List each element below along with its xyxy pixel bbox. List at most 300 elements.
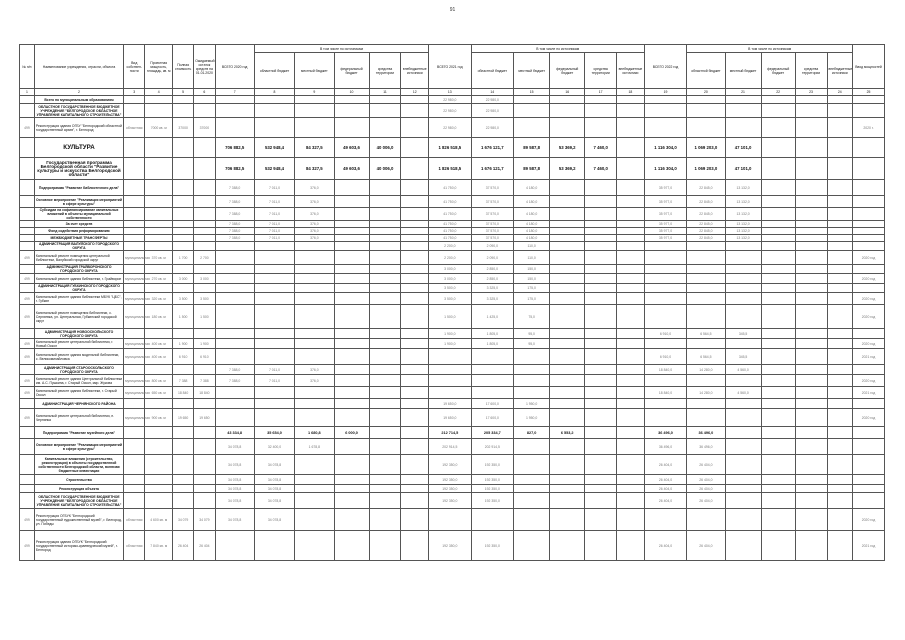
row-value-cell: 7 388,0 xyxy=(215,235,254,242)
row-value-cell xyxy=(369,104,401,118)
row-value-cell xyxy=(334,375,369,387)
row-number-cell xyxy=(20,427,35,439)
row-value-cell xyxy=(761,96,795,104)
row-value-cell: 18 840 xyxy=(194,387,215,399)
row-value-cell xyxy=(145,399,173,409)
header-kind: Вид собствен-ности xyxy=(124,45,145,89)
row-value-cell xyxy=(795,158,827,180)
row-value-cell xyxy=(853,485,885,493)
row-value-cell: 37000 xyxy=(173,118,194,138)
row-value-cell xyxy=(334,235,369,242)
table-row xyxy=(20,158,885,180)
row-value-cell xyxy=(215,265,254,274)
row-value-cell xyxy=(644,399,687,409)
row-value-cell: 192 350,0 xyxy=(471,531,514,561)
row-value-cell xyxy=(617,274,645,284)
row-value-cell: 22 845,0 xyxy=(687,221,725,228)
row-value-cell xyxy=(853,196,885,208)
row-value-cell xyxy=(617,96,645,104)
row-value-cell: 22 980,0 xyxy=(429,118,472,138)
row-value-cell xyxy=(124,242,145,251)
column-number: 12 xyxy=(401,89,429,96)
column-number: 18 xyxy=(617,89,645,96)
row-value-cell: 6 910,0 xyxy=(644,329,687,339)
row-number-cell: 499 xyxy=(20,509,35,531)
row-value-cell: областная xyxy=(124,118,145,138)
row-name-cell: Капитальный ремонт центральной библиотеки, г. Новый Оскол xyxy=(34,339,123,349)
row-value-cell xyxy=(617,387,645,399)
row-value-cell xyxy=(401,409,429,427)
row-value-cell: 47 101,0 xyxy=(725,158,761,180)
row-value-cell xyxy=(215,118,254,138)
table-row xyxy=(20,235,885,242)
row-number-cell xyxy=(20,208,35,221)
row-value-cell xyxy=(334,274,369,284)
row-value-cell: 4 180,0 xyxy=(514,235,550,242)
row-value-cell xyxy=(853,208,885,221)
row-value-cell xyxy=(644,293,687,305)
row-value-cell xyxy=(617,180,645,196)
row-value-cell xyxy=(401,475,429,485)
row-value-cell xyxy=(853,284,885,293)
row-value-cell: областная xyxy=(124,509,145,531)
row-value-cell: 2020 год xyxy=(853,274,885,284)
row-value-cell xyxy=(617,439,645,455)
row-value-cell: 110,0 xyxy=(514,251,550,265)
row-value-cell xyxy=(617,284,645,293)
row-value-cell xyxy=(761,284,795,293)
row-value-cell xyxy=(173,138,194,158)
row-value-cell: 1 900 xyxy=(194,339,215,349)
row-value-cell xyxy=(585,485,617,493)
row-value-cell xyxy=(644,265,687,274)
row-value-cell xyxy=(254,329,294,339)
row-value-cell xyxy=(429,387,472,399)
row-name-cell: Субсидии на софинансирование капитальных вложений в объекты муниципальной собственности xyxy=(34,208,123,221)
row-value-cell xyxy=(401,228,429,235)
investment-table-sheet xyxy=(19,44,885,561)
row-value-cell: 3 000 xyxy=(194,274,215,284)
row-value-cell xyxy=(145,427,173,439)
row-value-cell: 13 132,0 xyxy=(725,235,761,242)
row-value-cell xyxy=(795,235,827,242)
row-value-cell: 110,0 xyxy=(514,242,550,251)
table-row xyxy=(20,118,885,138)
row-value-cell xyxy=(827,409,853,427)
row-value-cell xyxy=(124,96,145,104)
table-row xyxy=(20,180,885,196)
row-value-cell xyxy=(215,104,254,118)
row-value-cell xyxy=(617,118,645,138)
table-row xyxy=(20,455,885,475)
row-value-cell xyxy=(173,284,194,293)
row-value-cell: 34 078,8 xyxy=(215,439,254,455)
row-value-cell xyxy=(761,118,795,138)
row-value-cell: 7 388,0 xyxy=(215,208,254,221)
row-value-cell: областная xyxy=(124,531,145,561)
row-value-cell: муниципальная xyxy=(124,293,145,305)
row-value-cell xyxy=(795,439,827,455)
row-value-cell: 706 882,5 xyxy=(215,158,254,180)
row-value-cell xyxy=(550,265,585,274)
row-name-cell: Всего по муниципальным образованиям xyxy=(34,96,123,104)
row-value-cell: 34 078,8 xyxy=(254,455,294,475)
row-value-cell xyxy=(334,439,369,455)
row-value-cell: 1 069 203,0 xyxy=(687,158,725,180)
row-value-cell: 7 388,0 xyxy=(215,221,254,228)
row-name-cell: Подпрограмма "Развитие музейного дела" xyxy=(34,427,123,439)
row-value-cell: 3 325,0 xyxy=(471,284,514,293)
row-value-cell xyxy=(514,349,550,365)
row-value-cell xyxy=(124,208,145,221)
row-value-cell xyxy=(644,509,687,531)
row-value-cell xyxy=(334,251,369,265)
row-value-cell xyxy=(585,427,617,439)
row-value-cell xyxy=(401,365,429,375)
row-value-cell xyxy=(617,242,645,251)
row-value-cell xyxy=(827,96,853,104)
row-name-cell: Капитальный ремонт здания библиотеки МБУК "ЦБС", г. Губкин xyxy=(34,293,123,305)
row-value-cell: 345,5 xyxy=(725,329,761,339)
row-value-cell: 89 587,8 xyxy=(514,158,550,180)
row-value-cell xyxy=(795,305,827,329)
row-value-cell xyxy=(761,439,795,455)
row-value-cell xyxy=(334,104,369,118)
row-value-cell xyxy=(761,409,795,427)
row-value-cell: 1 425,0 xyxy=(471,305,514,329)
row-value-cell xyxy=(401,455,429,475)
row-value-cell xyxy=(145,265,173,274)
row-value-cell: 4 180,0 xyxy=(514,196,550,208)
row-value-cell xyxy=(334,329,369,339)
row-value-cell xyxy=(254,399,294,409)
row-value-cell xyxy=(617,409,645,427)
row-value-cell: 7 388 xyxy=(173,375,194,387)
row-value-cell: 26 404,0 xyxy=(687,531,725,561)
row-value-cell xyxy=(369,329,401,339)
row-value-cell: 34 078,8 xyxy=(215,475,254,485)
row-value-cell xyxy=(369,399,401,409)
row-value-cell xyxy=(795,138,827,158)
row-value-cell xyxy=(173,427,194,439)
row-value-cell: 35 977,0 xyxy=(644,235,687,242)
row-value-cell: муниципальная xyxy=(124,349,145,365)
row-value-cell xyxy=(644,251,687,265)
row-value-cell: 376,0 xyxy=(295,180,334,196)
row-value-cell xyxy=(145,96,173,104)
row-value-cell: 17 600,0 xyxy=(471,399,514,409)
row-value-cell xyxy=(795,455,827,475)
row-value-cell xyxy=(795,242,827,251)
row-value-cell xyxy=(173,439,194,455)
row-value-cell xyxy=(550,339,585,349)
row-value-cell xyxy=(194,196,215,208)
header-no: № п/п xyxy=(20,45,35,89)
row-number-cell: 499 xyxy=(20,274,35,284)
table-row xyxy=(20,509,885,531)
row-value-cell: 1 805,0 xyxy=(471,329,514,339)
row-value-cell xyxy=(644,409,687,427)
row-value-cell: 532 948,4 xyxy=(254,158,294,180)
column-number: 3 xyxy=(124,89,145,96)
row-value-cell xyxy=(194,455,215,475)
row-value-cell xyxy=(369,293,401,305)
row-value-cell xyxy=(644,375,687,387)
table-row xyxy=(20,284,885,293)
row-value-cell xyxy=(617,365,645,375)
row-value-cell xyxy=(550,485,585,493)
row-value-cell xyxy=(124,265,145,274)
row-value-cell xyxy=(585,531,617,561)
row-value-cell xyxy=(827,485,853,493)
row-value-cell: 75,0 xyxy=(514,305,550,329)
row-value-cell xyxy=(617,228,645,235)
row-value-cell xyxy=(550,509,585,531)
row-value-cell xyxy=(687,399,725,409)
row-value-cell xyxy=(194,104,215,118)
row-value-cell: 1 700 xyxy=(173,251,194,265)
row-value-cell xyxy=(254,96,294,104)
row-value-cell xyxy=(827,339,853,349)
row-value-cell: 26 404,0 xyxy=(644,455,687,475)
row-value-cell xyxy=(795,274,827,284)
row-value-cell xyxy=(295,409,334,427)
row-value-cell: 35 977,0 xyxy=(644,208,687,221)
header-regional: областной бюджет xyxy=(254,53,294,89)
row-value-cell: 1 680,8 xyxy=(295,427,334,439)
row-value-cell xyxy=(827,439,853,455)
row-value-cell: 1 900,0 xyxy=(429,339,472,349)
row-value-cell xyxy=(853,365,885,375)
row-value-cell: 827,0 xyxy=(514,427,550,439)
row-value-cell xyxy=(254,349,294,365)
row-value-cell: 7 460,0 xyxy=(585,138,617,158)
row-value-cell: 376,0 xyxy=(295,196,334,208)
row-value-cell: 7 011,0 xyxy=(254,375,294,387)
row-value-cell: 376,0 xyxy=(295,221,334,228)
row-value-cell xyxy=(853,427,885,439)
row-value-cell: 41 750,0 xyxy=(429,228,472,235)
row-value-cell xyxy=(401,118,429,138)
header-offbudget: внебюджетные источники xyxy=(617,53,645,89)
row-value-cell: 19 650,0 xyxy=(429,409,472,427)
row-value-cell: 2 200,0 xyxy=(429,251,472,265)
row-number-cell: 499 xyxy=(20,305,35,329)
row-value-cell xyxy=(401,274,429,284)
row-value-cell xyxy=(853,235,885,242)
row-value-cell xyxy=(173,399,194,409)
row-value-cell: 4 180,0 xyxy=(514,180,550,196)
row-value-cell xyxy=(124,485,145,493)
row-value-cell xyxy=(295,265,334,274)
row-value-cell: 3 500 xyxy=(194,293,215,305)
row-value-cell xyxy=(761,427,795,439)
row-value-cell xyxy=(585,251,617,265)
row-value-cell xyxy=(853,96,885,104)
row-value-cell xyxy=(334,485,369,493)
row-value-cell xyxy=(617,427,645,439)
table-row xyxy=(20,375,885,387)
row-value-cell xyxy=(194,180,215,196)
row-value-cell xyxy=(295,305,334,329)
row-value-cell xyxy=(585,349,617,365)
row-value-cell xyxy=(173,208,194,221)
row-value-cell xyxy=(401,251,429,265)
header-sources-2021: В том числе по источникам xyxy=(471,45,644,53)
row-value-cell xyxy=(369,427,401,439)
row-value-cell xyxy=(687,96,725,104)
row-value-cell xyxy=(585,228,617,235)
row-value-cell: 202 914,5 xyxy=(429,439,472,455)
row-value-cell xyxy=(401,242,429,251)
row-name-cell: Основное мероприятие "Реализация мероприятий в сфере культуры" xyxy=(34,439,123,455)
row-value-cell xyxy=(687,305,725,329)
row-value-cell xyxy=(644,274,687,284)
row-value-cell: 3 325,0 xyxy=(471,293,514,305)
row-value-cell xyxy=(401,196,429,208)
row-value-cell xyxy=(429,365,472,375)
row-value-cell xyxy=(401,493,429,509)
row-value-cell xyxy=(145,284,173,293)
row-value-cell xyxy=(145,439,173,455)
row-value-cell: 18 840 xyxy=(173,387,194,399)
row-value-cell xyxy=(617,399,645,409)
row-value-cell: 192 350,0 xyxy=(429,455,472,475)
row-value-cell xyxy=(334,409,369,427)
row-value-cell xyxy=(369,242,401,251)
row-value-cell xyxy=(124,493,145,509)
row-name-cell: Государственная программа Белгородской области "Развитие культуры и искусства Белгородской области" xyxy=(34,158,123,180)
row-number-cell: 499 xyxy=(20,531,35,561)
row-value-cell: 2020 год xyxy=(853,409,885,427)
row-name-cell: ОБЛАСТНОЕ ГОСУДАРСТВЕННОЕ БЮДЖЕТНОЕ УЧРЕЖДЕНИЕ "БЕЛГОРОДСКОЕ ОБЛАСТНОЕ УПРАВЛЕНИЕ КАПИТАЛЬНОГО СТРОИТЕЛЬСТВА" xyxy=(34,493,123,509)
row-name-cell: ОБЛАСТНОЕ ГОСУДАРСТВЕННОЕ БЮДЖЕТНОЕ УЧРЕЖДЕНИЕ "БЕЛГОРОДСКОЕ ОБЛАСТНОЕ УПРАВЛЕНИЕ КАПИТАЛЬНОГО СТРОИТЕЛЬСТВА" xyxy=(34,104,123,118)
row-value-cell xyxy=(334,221,369,228)
row-value-cell xyxy=(369,118,401,138)
row-value-cell xyxy=(550,399,585,409)
row-value-cell xyxy=(254,409,294,427)
row-value-cell xyxy=(827,305,853,329)
row-number-cell xyxy=(20,455,35,475)
row-name-cell: Подпрограмма "Развитие библиотечного дела" xyxy=(34,180,123,196)
row-value-cell: 6 910,0 xyxy=(644,349,687,365)
row-value-cell xyxy=(585,235,617,242)
header-federal: федеральный бюджет xyxy=(761,53,795,89)
row-number-cell xyxy=(20,439,35,455)
row-value-cell xyxy=(585,365,617,375)
row-name-cell: За счет средств xyxy=(34,221,123,228)
row-value-cell xyxy=(334,339,369,349)
row-value-cell: 2020 г. xyxy=(853,118,885,138)
row-value-cell xyxy=(194,329,215,339)
row-value-cell xyxy=(334,305,369,329)
row-value-cell xyxy=(173,365,194,375)
row-value-cell: 376,0 xyxy=(295,365,334,375)
row-value-cell: 376,0 xyxy=(295,375,334,387)
row-value-cell xyxy=(795,118,827,138)
row-value-cell xyxy=(550,104,585,118)
row-value-cell xyxy=(585,196,617,208)
header-sources-2022: В том числе по источникам xyxy=(687,45,853,53)
row-value-cell xyxy=(295,104,334,118)
row-value-cell xyxy=(827,228,853,235)
row-value-cell xyxy=(725,409,761,427)
row-value-cell xyxy=(725,475,761,485)
row-number-cell xyxy=(20,221,35,228)
row-value-cell xyxy=(194,365,215,375)
row-value-cell: 13 132,0 xyxy=(725,196,761,208)
row-value-cell xyxy=(617,485,645,493)
row-value-cell xyxy=(173,96,194,104)
row-value-cell xyxy=(617,158,645,180)
row-value-cell: 3 000,0 xyxy=(429,265,472,274)
row-value-cell xyxy=(761,242,795,251)
row-value-cell xyxy=(369,235,401,242)
column-number: 1 xyxy=(20,89,35,96)
row-value-cell xyxy=(254,242,294,251)
row-value-cell xyxy=(173,196,194,208)
row-value-cell xyxy=(795,329,827,339)
row-value-cell xyxy=(369,228,401,235)
row-value-cell xyxy=(401,180,429,196)
row-number-cell xyxy=(20,158,35,180)
row-value-cell xyxy=(585,475,617,485)
table-row xyxy=(20,221,885,228)
row-value-cell xyxy=(124,138,145,158)
row-value-cell xyxy=(795,208,827,221)
row-value-cell xyxy=(644,104,687,118)
row-value-cell: 2020 год xyxy=(853,305,885,329)
row-value-cell: 192 350,0 xyxy=(429,475,472,485)
row-value-cell: 1 500 xyxy=(173,305,194,329)
row-value-cell: 205 334,7 xyxy=(471,427,514,439)
row-name-cell: Строительство xyxy=(34,475,123,485)
row-value-cell: 34 078,8 xyxy=(215,493,254,509)
row-value-cell xyxy=(401,349,429,365)
row-value-cell xyxy=(334,455,369,475)
row-value-cell xyxy=(761,235,795,242)
row-value-cell xyxy=(617,104,645,118)
row-value-cell xyxy=(194,138,215,158)
row-value-cell xyxy=(617,509,645,531)
row-number-cell: 499 xyxy=(20,409,35,427)
row-value-cell xyxy=(761,221,795,228)
row-value-cell: 47 101,0 xyxy=(725,138,761,158)
row-value-cell xyxy=(795,293,827,305)
row-value-cell: 37 570,0 xyxy=(471,180,514,196)
row-value-cell xyxy=(173,329,194,339)
header-local: местный бюджет xyxy=(725,53,761,89)
row-value-cell: 6 000,0 xyxy=(334,427,369,439)
row-value-cell xyxy=(795,228,827,235)
row-value-cell: 95,0 xyxy=(514,339,550,349)
row-value-cell: 345,5 xyxy=(725,349,761,365)
row-value-cell: 34 078,8 xyxy=(215,455,254,475)
row-value-cell xyxy=(334,196,369,208)
row-value-cell xyxy=(725,455,761,475)
row-value-cell xyxy=(827,349,853,365)
row-value-cell xyxy=(827,284,853,293)
row-value-cell: 1 826 518,5 xyxy=(429,158,472,180)
header-federal: федеральный бюджет xyxy=(334,53,369,89)
table-row xyxy=(20,265,885,274)
row-value-cell xyxy=(585,180,617,196)
row-value-cell xyxy=(761,208,795,221)
row-value-cell xyxy=(194,242,215,251)
row-value-cell: 6 910 xyxy=(173,349,194,365)
row-value-cell xyxy=(585,399,617,409)
row-value-cell xyxy=(827,221,853,228)
